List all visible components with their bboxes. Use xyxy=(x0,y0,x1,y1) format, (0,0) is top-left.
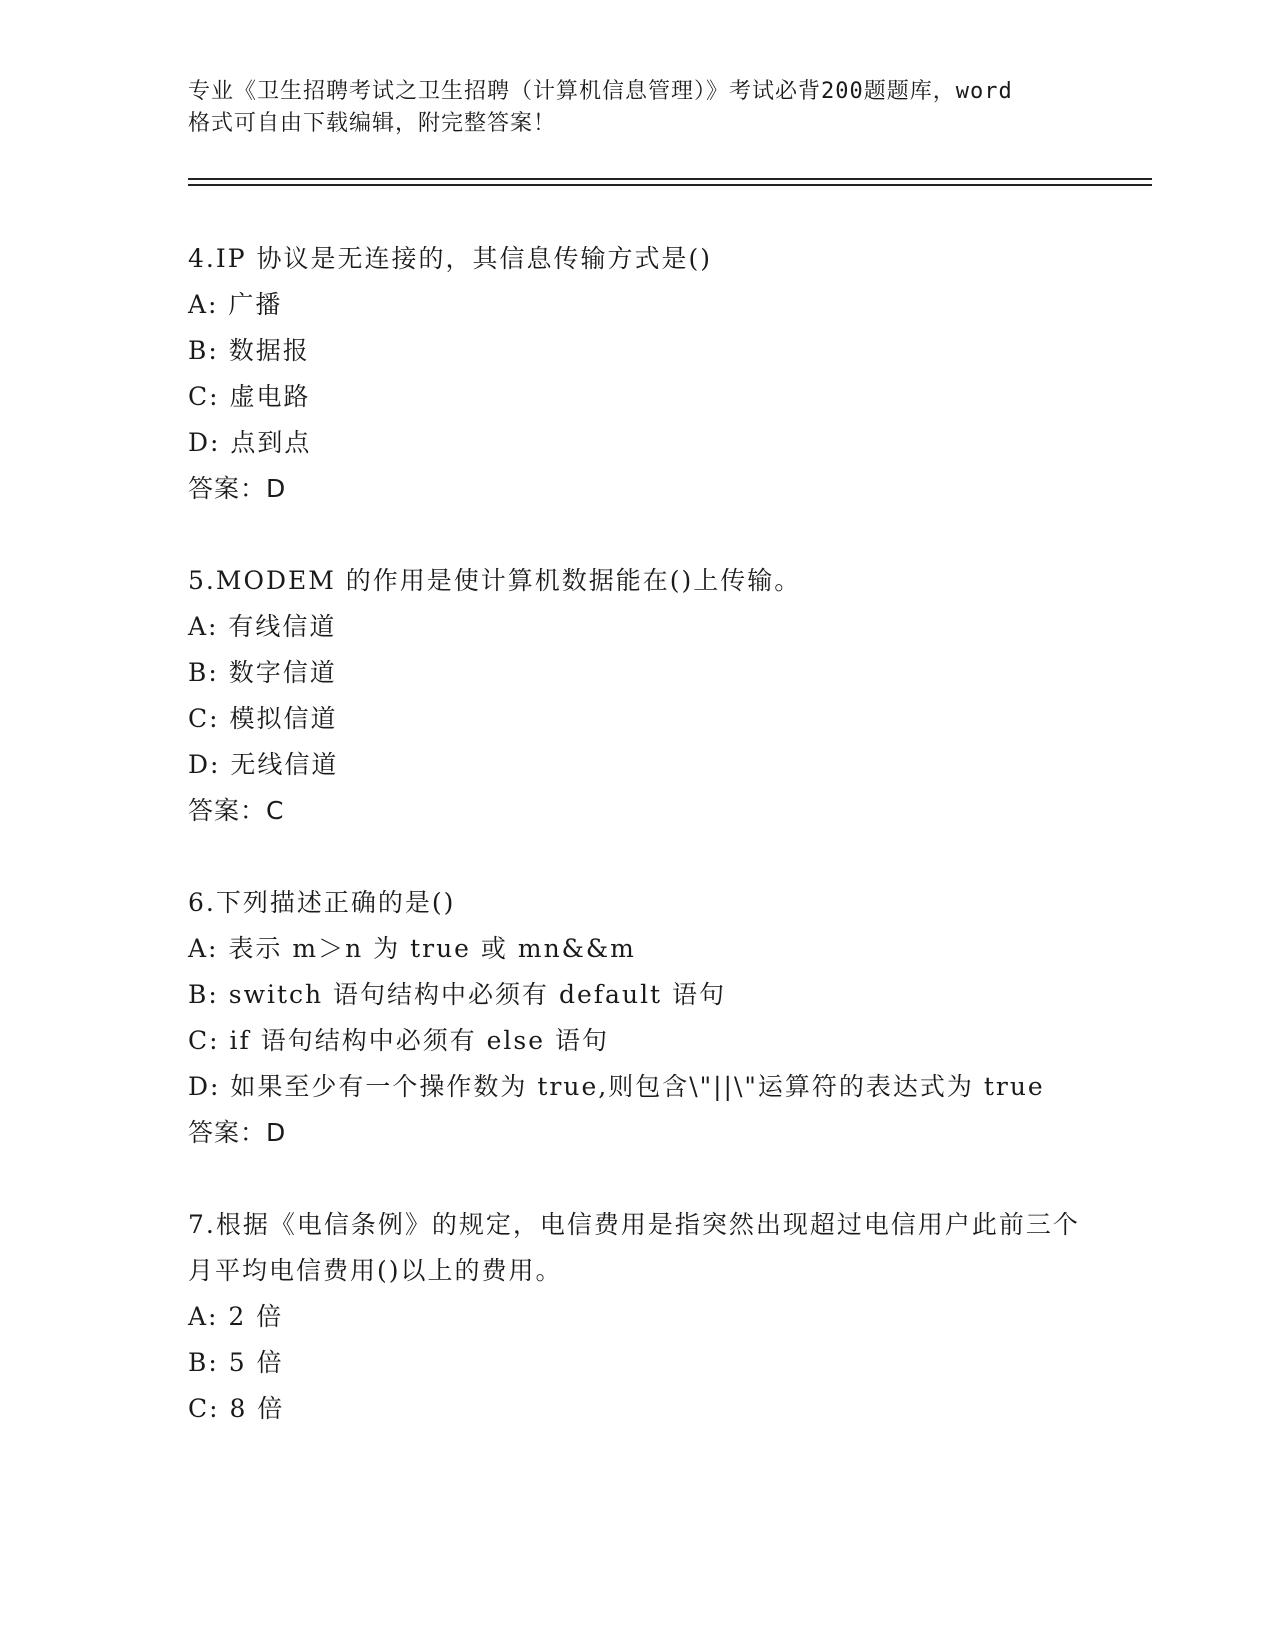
question-7 xyxy=(188,1202,1088,1432)
option-c: C: 8 倍 xyxy=(188,1394,285,1423)
answer-line: 答案：D xyxy=(188,1118,287,1147)
answer-line: 答案：D xyxy=(188,474,287,503)
question-6 xyxy=(188,880,1088,1156)
option-b: B: 数据报 xyxy=(188,336,310,365)
question-stem: 6.下列描述正确的是() xyxy=(188,888,456,917)
option-a: A: 表示 m＞n 为 true 或 mn&&m xyxy=(188,934,636,963)
question-5 xyxy=(188,558,1088,834)
question-4 xyxy=(188,236,1088,512)
option-b: B: switch 语句结构中必须有 default 语句 xyxy=(188,980,727,1009)
option-d: D: 无线信道 xyxy=(188,750,339,779)
option-c: C: if 语句结构中必须有 else 语句 xyxy=(188,1026,610,1055)
option-a: A: 有线信道 xyxy=(188,612,337,641)
header-divider-top xyxy=(188,178,1152,180)
option-d: D: 如果至少有一个操作数为 true,则包含\"||\"运算符的表达式为 true xyxy=(188,1072,1045,1101)
question-stem: 4.IP 协议是无连接的，其信息传输方式是() xyxy=(188,244,713,273)
answer-line: 答案：C xyxy=(188,796,285,825)
question-stem: 7.根据《电信条例》的规定，电信费用是指突然出现超过电信用户此前三个月平均电信费用()以上的费用。 xyxy=(188,1210,1080,1285)
option-b: B: 数字信道 xyxy=(188,658,337,687)
option-a: A: 2 倍 xyxy=(188,1302,284,1331)
option-b: B: 5 倍 xyxy=(188,1348,284,1377)
question-list xyxy=(188,236,1088,1478)
header-line-2: 格式可自由下载编辑，附完整答案！ xyxy=(188,111,557,136)
option-a: A: 广播 xyxy=(188,290,283,319)
option-c: C: 虚电路 xyxy=(188,382,311,411)
header-line-1: 专业《卫生招聘考试之卫生招聘（计算机信息管理）》考试必背200题题库，word xyxy=(188,79,1013,104)
option-d: D: 点到点 xyxy=(188,428,312,457)
document-header xyxy=(188,76,1088,140)
option-c: C: 模拟信道 xyxy=(188,704,338,733)
question-stem: 5.MODEM 的作用是使计算机数据能在()上传输。 xyxy=(188,566,802,595)
header-divider-bottom xyxy=(188,184,1152,186)
